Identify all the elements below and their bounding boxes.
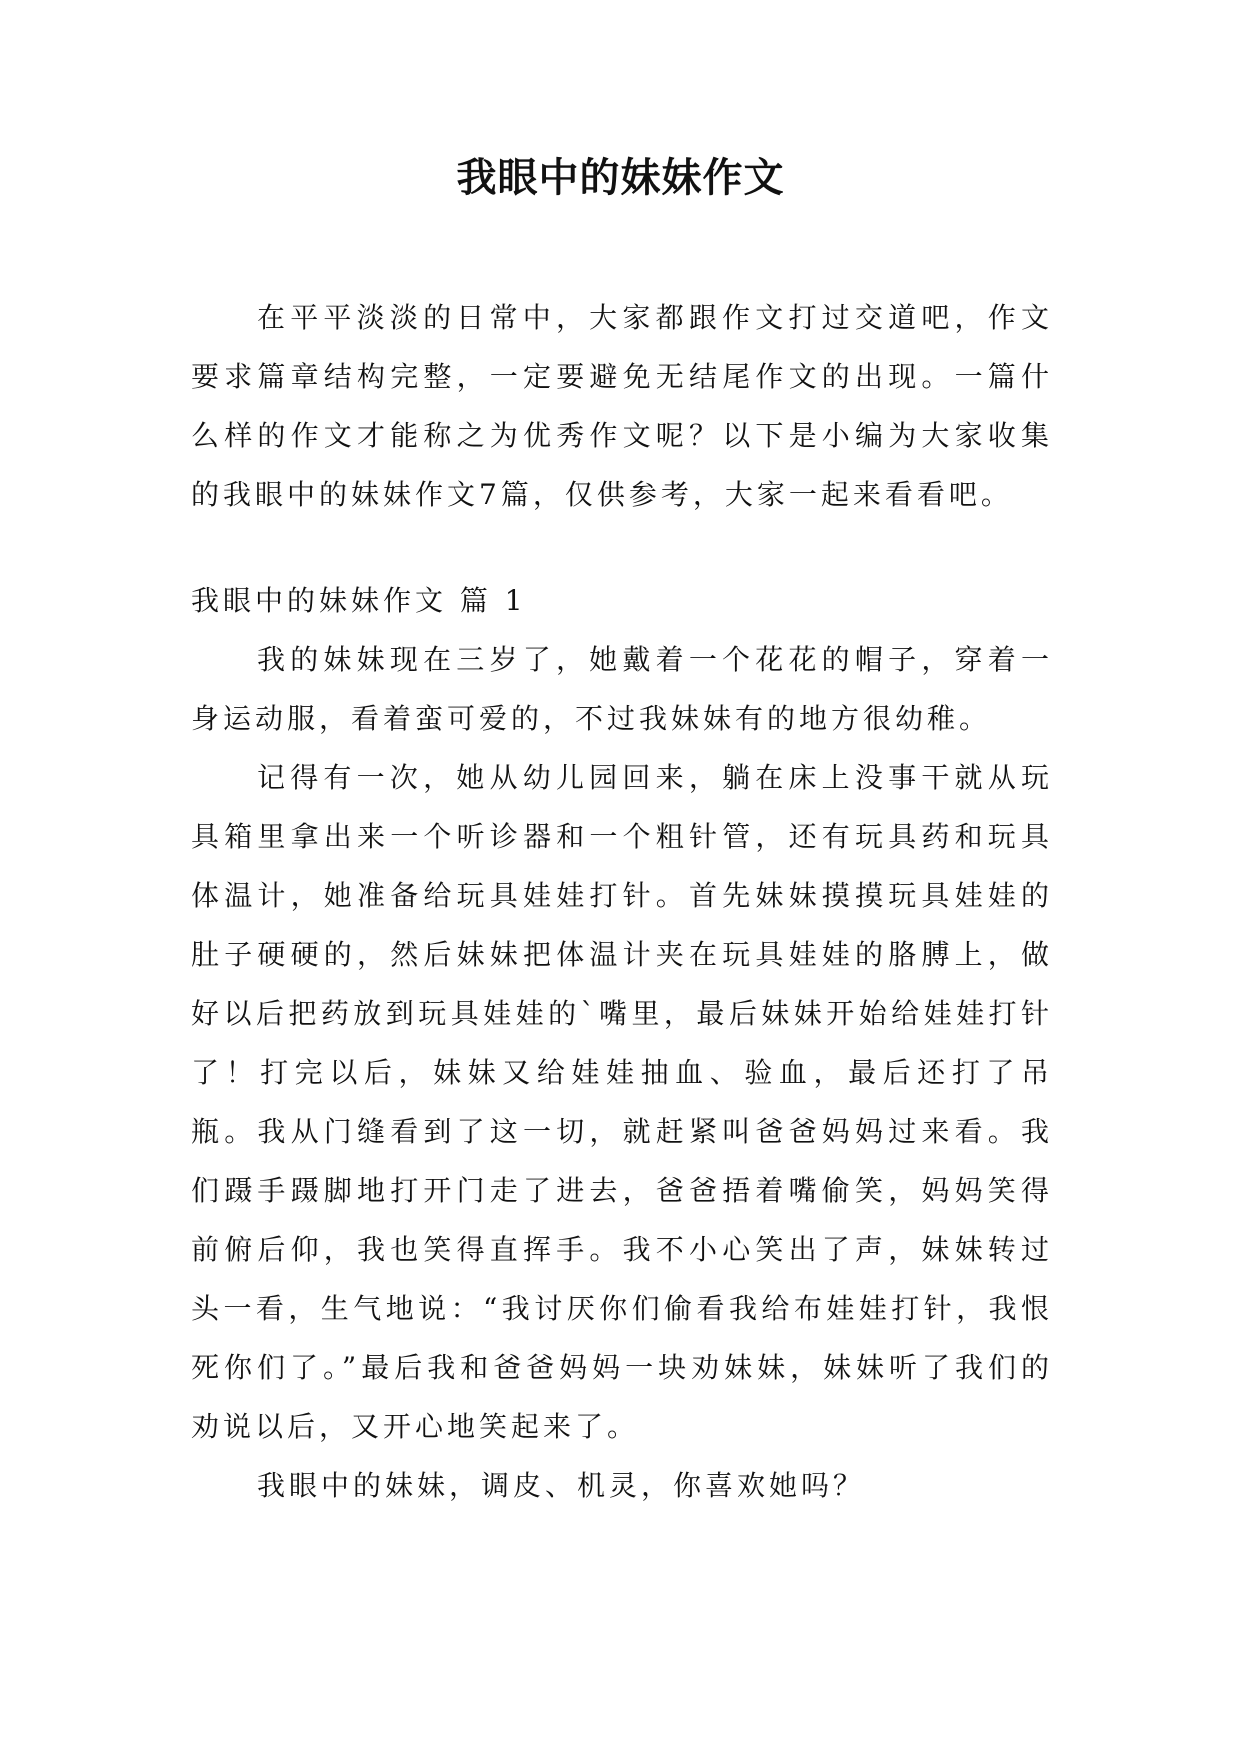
- body-paragraph: 我的妹妹现在三岁了，她戴着一个花花的帽子，穿着一身运动服，看着蛮可爱的，不过我妹妹有的地方很幼稚。: [191, 643, 1053, 735]
- intro-paragraph: 在平平淡淡的日常中，大家都跟作文打过交道吧，作文要求篇章结构完整，一定要避免无结尾作文的出现。一篇什么样的作文才能称之为优秀作文呢？以下是小编为大家收集的我眼中的妹妹作文7篇，仅供参考，大家一起来看看吧。: [191, 301, 1053, 511]
- body-paragraph: 我眼中的妹妹，调皮、机灵，你喜欢她吗？: [257, 1469, 866, 1502]
- document-title: 我眼中的妹妹作文: [456, 155, 785, 201]
- section-heading: 我眼中的妹妹作文 篇 1: [191, 584, 527, 617]
- document-body: [191, 288, 1053, 1515]
- body-paragraph: 记得有一次，她从幼儿园回来，躺在床上没事干就从玩具箱里拿出来一个听诊器和一个粗针管，还有玩具药和玩具体温计，她准备给玩具娃娃打针。首先妹妹摸摸玩具娃娃的肚子硬硬的，然后妹妹把体温计夹在玩具娃娃的胳膊上，做好以后把药放到玩具娃娃的`嘴里，最后妹妹开始给娃娃打针了！打完以后，妹妹又给娃娃抽血、验血，最后还打了吊瓶。我从门缝看到了这一切，就赶紧叫爸爸妈妈过来看。我们蹑手蹑脚地打开门走了进去，爸爸捂着嘴偷笑，妈妈笑得前俯后仰，我也笑得直挥手。我不小心笑出了声，妹妹转过头一看，生气地说：“我讨厌你们偷看我给布娃娃打针，我恨死你们了。”最后我和爸爸妈妈一块劝妹妹，妹妹听了我们的劝说以后，又开心地笑起来了。: [191, 761, 1053, 1443]
